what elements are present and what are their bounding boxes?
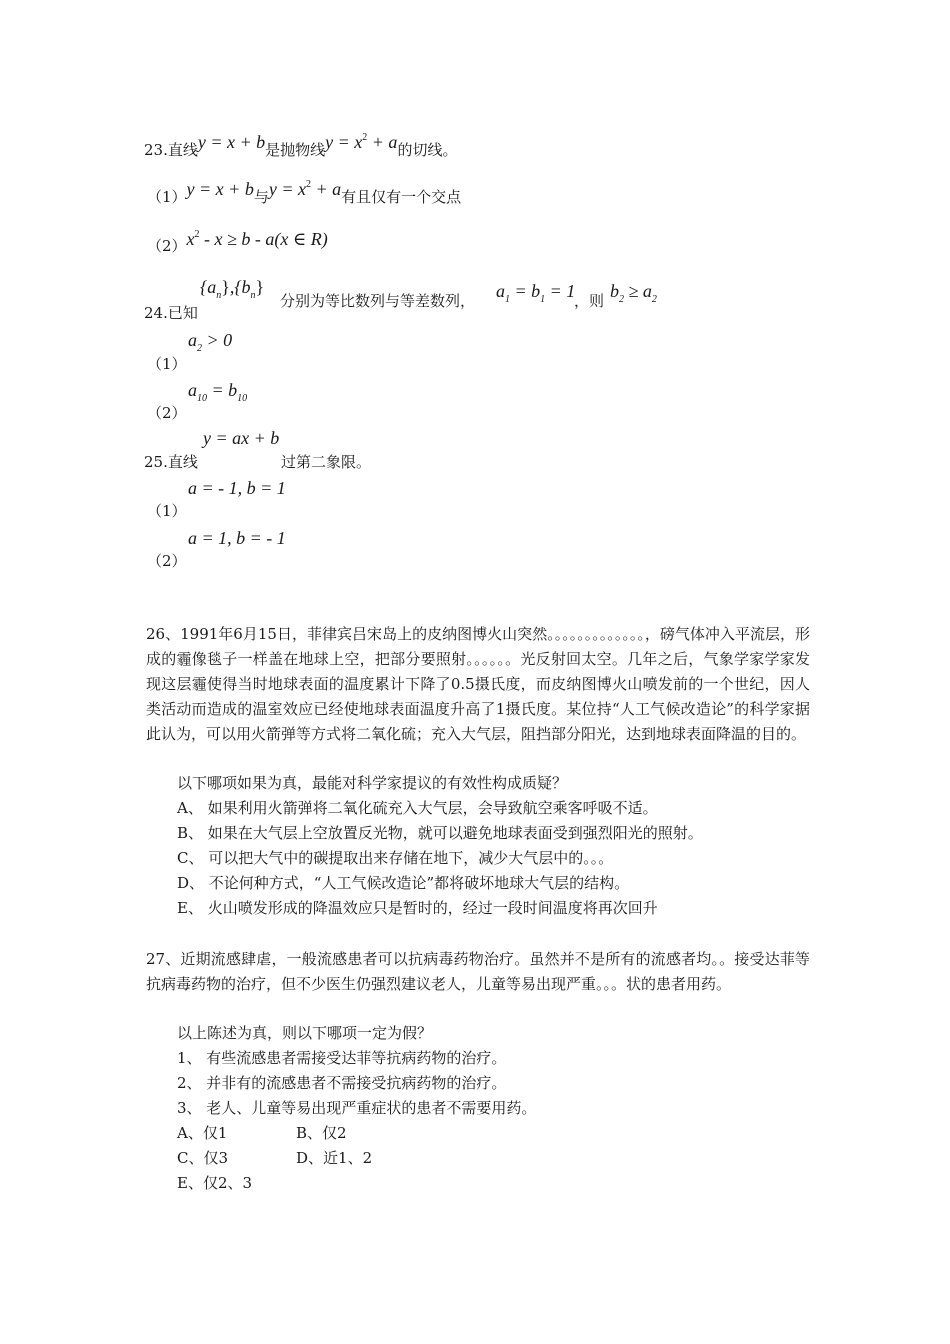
q26-option-b: B、 如果在大气层上空放置反光物，就可以避免地球表面受到强烈阳光的照射。	[177, 824, 703, 842]
q27-question: 以上陈述为真，则以下哪项一定为假？	[177, 1024, 433, 1042]
q23-line-formula: y = x + b	[197, 132, 266, 152]
q25-c1-formula: a = - 1, b = 1	[188, 478, 286, 498]
q26-option-c: C、 可以把大气中的碳提取出来存储在地下，减少大气层中的。。。	[177, 849, 614, 867]
q23-condition-2: $(2)x^2 - x \ge b - a(x$ ∈ R)	[147, 229, 328, 255]
q24-c2-label: （2）	[147, 404, 187, 422]
q27-option-d: D、近1、2	[296, 1149, 373, 1167]
q23-condition-1: （1）y = x + b与$y = x^2 + a$有且仅有一个交点	[147, 179, 462, 206]
q25-c2-formula: a = 1, b = - 1	[188, 528, 286, 548]
q25-formula: y = ax + b	[203, 428, 280, 448]
q23-stem: 23.直线y = x + b是抛物线$y = x^2 + a$的切线。	[144, 132, 458, 159]
q23-parabola-formula: $y = x^2 + a$	[325, 132, 398, 152]
q25-c2-label: （2）	[147, 552, 187, 570]
q27-option-c: C、仅3	[177, 1149, 229, 1167]
q27-option-b: B、仅2	[296, 1124, 347, 1142]
q24-c2-formula: $a_{10} = b_{10}$	[188, 380, 248, 404]
q25-c1-label: （1）	[147, 502, 187, 520]
q27-paragraph: 27、近期流感肆虐，一般流感患者可以抗病毒药物治疗。虽然并不是所有的流感者均。。接受达菲等抗病毒药物的治疗，但不少医生仍强烈建议老人，儿童等易出现严重。。。状的患者用药。	[146, 950, 810, 993]
q24-stem-label: 24.已知	[144, 304, 198, 322]
q24-c1-formula: $a_2 > 0$	[188, 330, 233, 354]
q27-statement-1: 1、 有些流感患者需接受达菲等抗病药物的治疗。	[177, 1049, 507, 1067]
q24-initial-condition: $a_1 = b_1 = 1$	[496, 281, 576, 305]
q27-statement-3: 3、 老人、儿童等易出现严重症状的患者不需要用药。	[177, 1099, 537, 1117]
q24-inequality: $b_2 \ge a_2$	[610, 281, 657, 305]
q24-sequences: $\{a_n\},\{b_n\}$	[200, 277, 265, 301]
q26-paragraph: 26、1991年6月15日，菲律宾吕宋岛上的皮纳图博火山突然。。。。。。。。。。。。。，磅气体冲入平流层，形成的霾像毯子一样盖在地球上空，把部分要照射。。。。。。光反射回太空。几年之后，气象学家学家发现这层霾使得当时地球表面的温度累计下降了0.5摄氏度，而皮纳图博火山喷发前的一个世纪，因人类活动而造成的温室效应已经使地球表面温度升高了1摄氏度。某位持“人工气候改造论”的科学家据此认为，可以用火箭弹等方式将二氧化硫；充入大气层，阻挡部分阳光，达到地球表面降温的目的。	[146, 625, 810, 743]
q23-inequality: $x^2 - x \ge b - a(x$ ∈ R)	[186, 229, 328, 249]
q26-option-e: E、 火山喷发形成的降温效应只是暂时的，经过一段时间温度将再次回升	[177, 899, 658, 917]
q26-question: 以下哪项如果为真，最能对科学家提议的有效性构成质疑？	[177, 774, 568, 792]
q25-stem: 过第二象限。	[281, 453, 372, 471]
q24-stem: 分别为等比数列与等差数列，	[280, 292, 476, 310]
q25-stem-label: 25.直线	[144, 453, 198, 471]
q24-c1-label: （1）	[147, 355, 187, 373]
q27-option-a: A、仅1	[177, 1124, 228, 1142]
q26-option-a: A、 如果利用火箭弹将二氧化硫充入大气层，会导致航空乘客呼吸不适。	[177, 799, 658, 817]
q27-statement-2: 2、 并非有的流感患者不需接受抗病药物的治疗。	[177, 1074, 507, 1092]
q27-option-e: E、仅2、3	[177, 1174, 253, 1192]
q26-option-d: D、 不论何种方式，“人工气候改造论”都将破坏地球大气层的结构。	[177, 874, 630, 892]
